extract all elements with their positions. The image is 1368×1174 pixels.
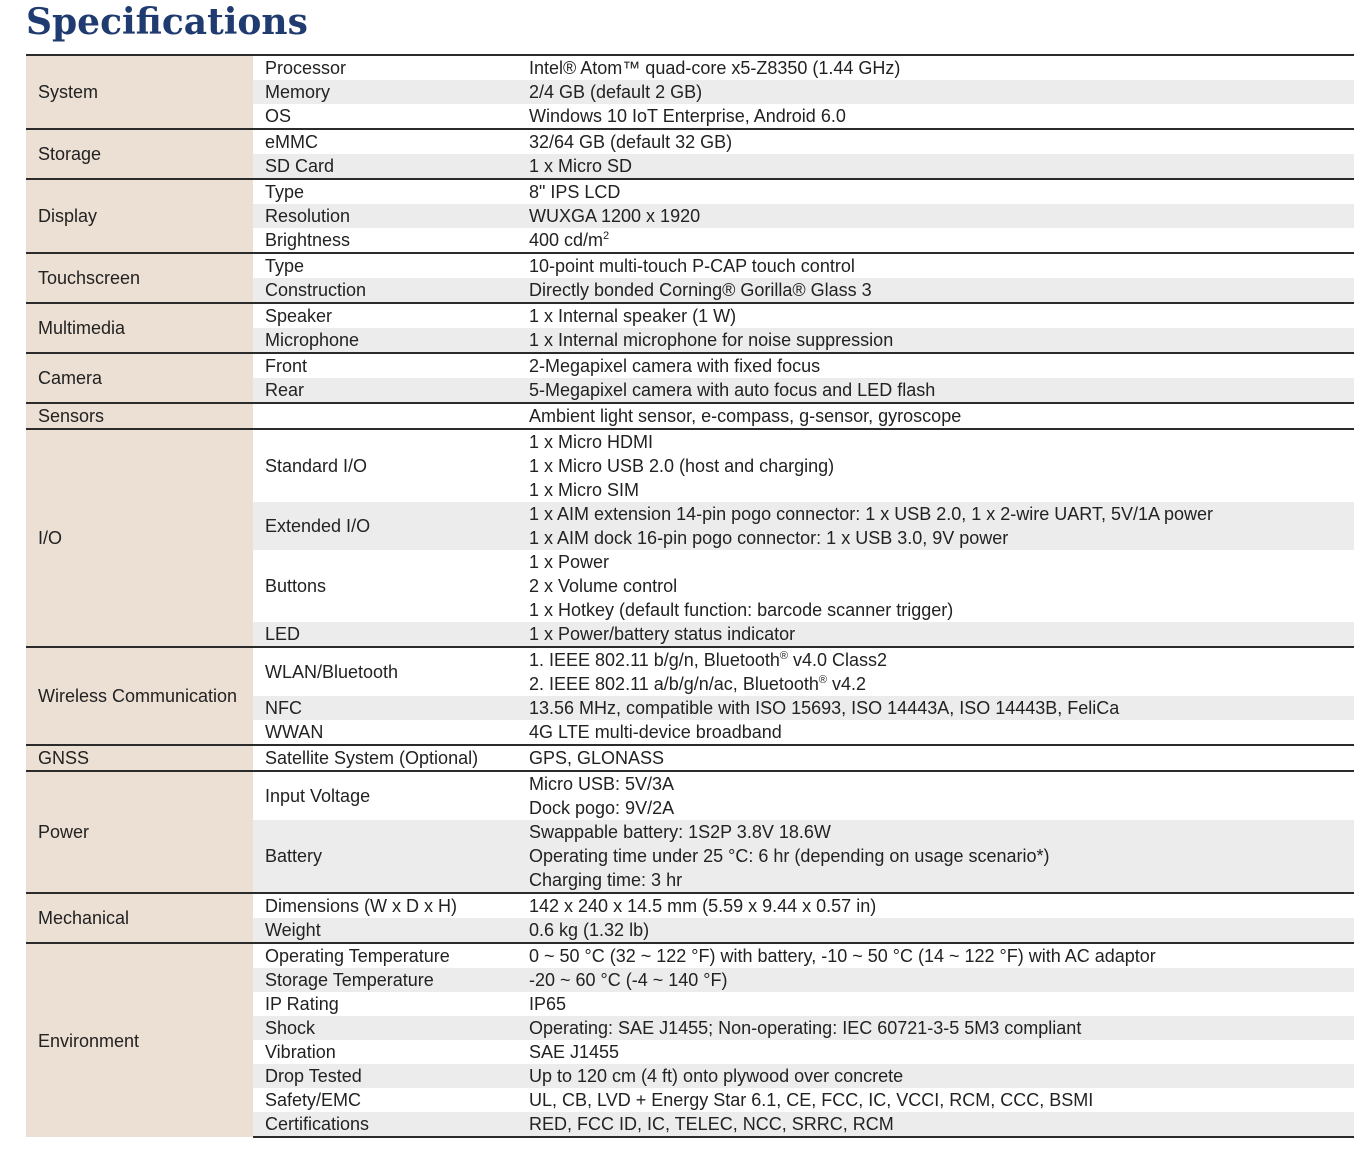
spec-value: 1. IEEE 802.11 b/g/n, Bluetooth® v4.0 Class2	[517, 647, 1354, 672]
category-sensors: Sensors	[26, 403, 253, 429]
spec-label-blank	[253, 403, 517, 429]
spec-label-operating-temperature: Operating Temperature	[253, 943, 517, 968]
spec-label-buttons: Buttons	[265, 576, 327, 596]
spec-value: 2-Megapixel camera with fixed focus	[517, 353, 1354, 378]
spec-label-shock: Shock	[253, 1016, 517, 1040]
spec-value: 1 x Micro USB 2.0 (host and charging)	[529, 456, 835, 476]
spec-value: 1 x AIM extension 14-pin pogo connector: 1 x USB 2.0, 1 x 2-wire UART, 5V/1A power	[517, 502, 1354, 526]
spec-label-wwan: WWAN	[265, 722, 324, 742]
spec-label-nfc: NFC	[253, 696, 517, 720]
spec-label-resolution: Resolution	[253, 204, 517, 228]
spec-label-safety-emc: Safety/EMC	[265, 1090, 362, 1110]
category-wireless-communication: Wireless Communication	[26, 647, 253, 745]
spec-label-memory: Memory	[253, 80, 517, 104]
spec-value: Operating time under 25 °C: 6 hr (depending on usage scenario*)	[517, 844, 1354, 868]
category-multimedia: Multimedia	[26, 303, 253, 353]
spec-value: Windows 10 IoT Enterprise, Android 6.0	[529, 106, 846, 126]
spec-value: 1 x Micro SD	[517, 154, 1354, 179]
spec-row	[26, 129, 1354, 154]
spec-value: 1 x AIM dock 16-pin pogo connector: 1 x USB 3.0, 9V power	[517, 526, 1354, 550]
spec-label-speaker: Speaker	[253, 303, 517, 328]
spec-value: WUXGA 1200 x 1920	[517, 204, 1354, 228]
specifications-table	[26, 54, 1354, 1138]
spec-row	[26, 353, 1354, 378]
spec-value: IP65	[529, 994, 567, 1014]
spec-value: 1 x Micro SIM	[529, 480, 640, 500]
spec-value: 1 x Internal speaker (1 W)	[517, 303, 1354, 328]
spec-value: Charging time: 3 hr	[517, 868, 1354, 893]
spec-label-sd-card: SD Card	[253, 154, 517, 179]
category-storage: Storage	[26, 129, 253, 179]
spec-row	[26, 303, 1354, 328]
spec-label-satellite-system-optional: Satellite System (Optional)	[253, 745, 517, 771]
category-environment: Environment	[26, 943, 253, 1137]
spec-row	[26, 179, 1354, 204]
spec-value: 2. IEEE 802.11 a/b/g/n/ac, Bluetooth® v4.2	[529, 674, 867, 694]
spec-value: Directly bonded Corning® Gorilla® Glass 3	[517, 278, 1354, 303]
spec-value: 1 x Power	[529, 552, 610, 572]
spec-row	[26, 429, 1354, 454]
spec-value: SAE J1455	[529, 1042, 620, 1062]
spec-label-construction: Construction	[253, 278, 517, 303]
spec-label-certifications: Certifications	[253, 1112, 517, 1137]
spec-label-vibration: Vibration	[265, 1042, 336, 1062]
spec-label-os: OS	[265, 106, 292, 126]
spec-label-standard-i-o: Standard I/O	[253, 429, 517, 502]
spec-label-dimensions-w-x-d-x-h: Dimensions (W x D x H)	[253, 893, 517, 918]
spec-row	[26, 647, 1354, 672]
spec-label-brightness: Brightness	[265, 230, 351, 250]
spec-row	[26, 55, 1354, 80]
spec-row	[26, 771, 1354, 796]
spec-label-front: Front	[253, 353, 517, 378]
spec-value: 32/64 GB (default 32 GB)	[517, 129, 1354, 154]
spec-value: 0.6 kg (1.32 lb)	[517, 918, 1354, 943]
spec-label-wlan-bluetooth: WLAN/Bluetooth	[253, 647, 517, 696]
specifications-body	[26, 55, 1354, 1137]
category-i-o: I/O	[26, 429, 253, 647]
spec-value: 1 x Hotkey (default function: barcode scanner trigger)	[529, 600, 954, 620]
category-display: Display	[26, 179, 253, 253]
spec-value: Micro USB: 5V/3A	[517, 771, 1354, 796]
spec-label-processor: Processor	[253, 55, 517, 80]
spec-row	[26, 745, 1354, 771]
spec-label-battery: Battery	[253, 820, 517, 893]
spec-value: 0 ~ 50 °C (32 ~ 122 °F) with battery, -10 ~ 50 °C (14 ~ 122 °F) with AC adaptor	[517, 943, 1354, 968]
page-title: Specifications	[26, 1, 308, 43]
spec-label-extended-i-o: Extended I/O	[253, 502, 517, 550]
spec-value: UL, CB, LVD + Energy Star 6.1, CE, FCC, IC, VCCI, RCM, CCC, BSMI	[529, 1090, 1094, 1110]
category-mechanical: Mechanical	[26, 893, 253, 943]
spec-label-ip-rating: IP Rating	[265, 994, 339, 1014]
spec-value: 400 $cd/m^2$	[529, 230, 610, 250]
spec-value: 10-point multi-touch P-CAP touch control	[517, 253, 1354, 278]
spec-label-emmc: eMMC	[253, 129, 517, 154]
spec-value: Intel® Atom™ quad-core x5-Z8350 (1.44 GHz)	[517, 55, 1354, 80]
spec-row	[26, 893, 1354, 918]
category-gnss: GNSS	[26, 745, 253, 771]
spec-value: GPS, GLONASS	[517, 745, 1354, 771]
spec-label-type: Type	[253, 179, 517, 204]
spec-value: Ambient light sensor, e-compass, g-sensor, gyroscope	[517, 403, 1354, 429]
category-system: System	[26, 55, 253, 129]
spec-value: 2/4 GB (default 2 GB)	[517, 80, 1354, 104]
spec-label-storage-temperature: Storage Temperature	[253, 968, 517, 992]
spec-value: 1 x Internal microphone for noise suppression	[517, 328, 1354, 353]
spec-row	[26, 943, 1354, 968]
spec-value: 142 x 240 x 14.5 mm (5.59 x 9.44 x 0.57 in)	[517, 893, 1354, 918]
category-power: Power	[26, 771, 253, 893]
spec-label-type: Type	[253, 253, 517, 278]
spec-value: Operating: SAE J1455; Non-operating: IEC 60721-3-5 5M3 compliant	[517, 1016, 1354, 1040]
spec-value: 8" IPS LCD	[517, 179, 1354, 204]
spec-row	[26, 253, 1354, 278]
spec-label-microphone: Microphone	[253, 328, 517, 353]
spec-label-drop-tested: Drop Tested	[253, 1064, 517, 1088]
category-touchscreen: Touchscreen	[26, 253, 253, 303]
spec-value: Swappable battery: 1S2P 3.8V 18.6W	[517, 820, 1354, 844]
spec-value: 4G LTE multi-device broadband	[529, 722, 782, 742]
spec-label-weight: Weight	[253, 918, 517, 943]
spec-value: 5-Megapixel camera with auto focus and LED flash	[517, 378, 1354, 403]
spec-label-rear: Rear	[253, 378, 517, 403]
spec-value: -20 ~ 60 °C (-4 ~ 140 °F)	[517, 968, 1354, 992]
spec-row	[26, 403, 1354, 429]
spec-value: 1 x Micro HDMI	[517, 429, 1354, 454]
spec-label-led: LED	[253, 622, 517, 647]
spec-value: RED, FCC ID, IC, TELEC, NCC, SRRC, RCM	[517, 1112, 1354, 1137]
category-camera: Camera	[26, 353, 253, 403]
spec-value: Up to 120 cm (4 ft) onto plywood over concrete	[517, 1064, 1354, 1088]
spec-value: Dock pogo: 9V/2A	[529, 798, 675, 818]
spec-value: 2 x Volume control	[529, 576, 678, 596]
spec-value: 1 x Power/battery status indicator	[517, 622, 1354, 647]
spec-value: 13.56 MHz, compatible with ISO 15693, ISO 14443A, ISO 14443B, FeliCa	[517, 696, 1354, 720]
spec-label-input-voltage: Input Voltage	[253, 771, 517, 820]
